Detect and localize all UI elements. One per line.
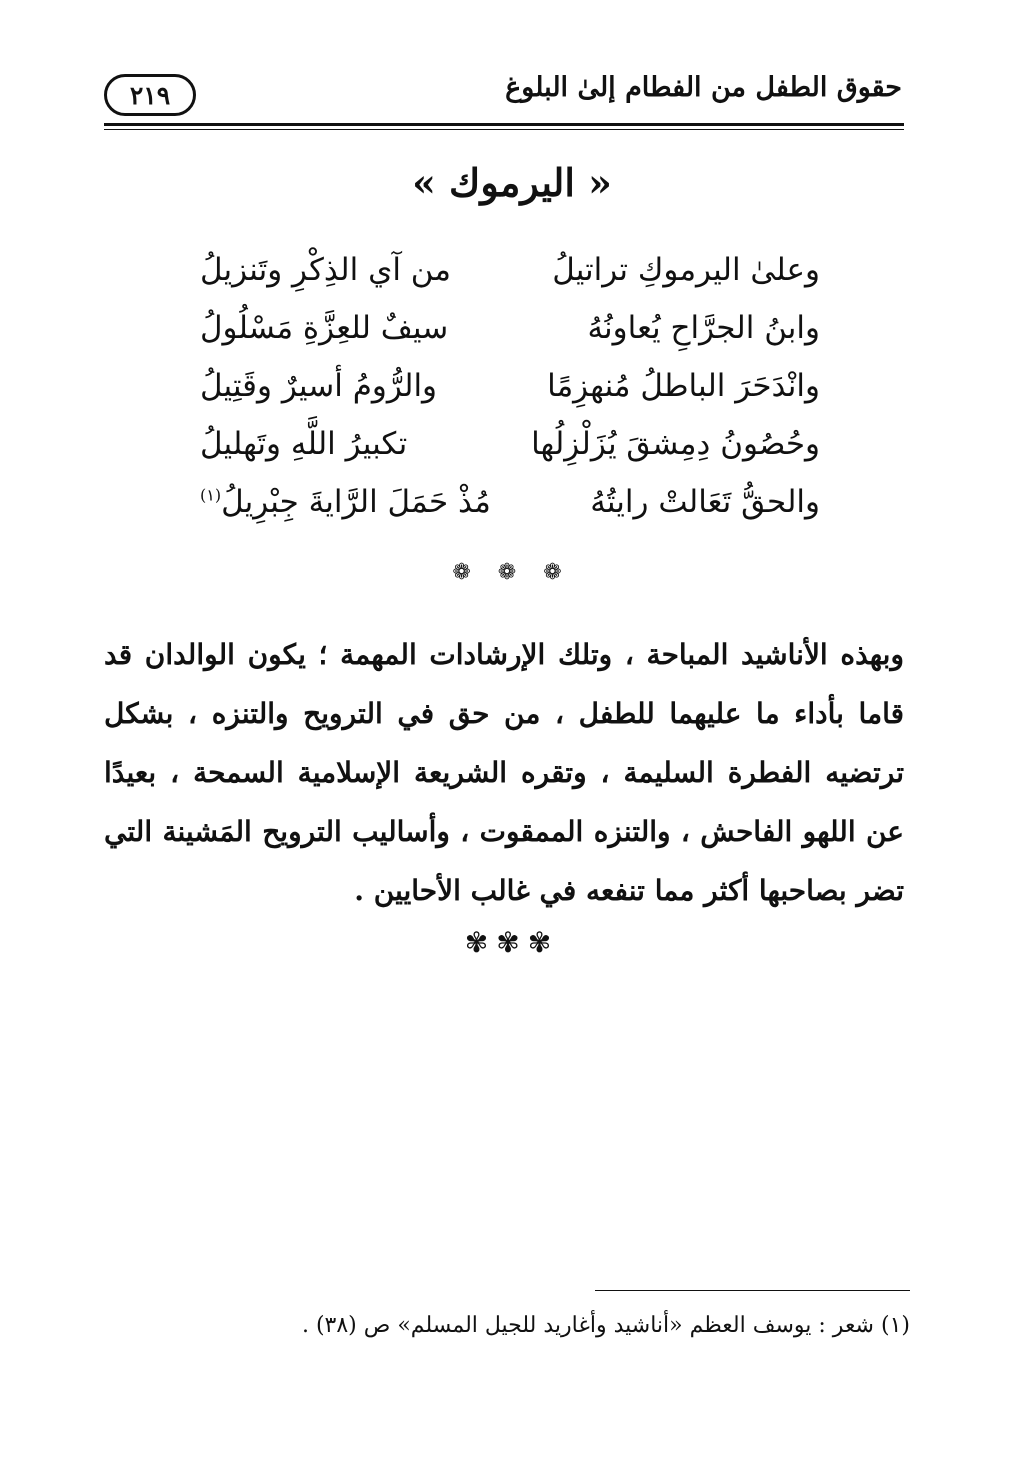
verse-row: [200, 484, 820, 542]
verse-first-hemistich: وحُصُونُ دِمِشقَ يُزَلْزِلُها: [531, 426, 820, 462]
footnote-text: (١) شعر : يوسف العظم «أناشيد وأغاريد للجيل المسلم» ص (٣٨) .: [301, 1313, 910, 1338]
verse-second-hemistich: تكبيرُ اللَّهِ وتَهليلُ: [200, 426, 408, 462]
page-number-badge: ٢١٩: [104, 74, 196, 116]
section-separator-stars: ❁ ❁ ❁: [452, 560, 572, 585]
verse-second-hemistich: مُذْ حَمَلَ الرَّايةَ جِبْرِيلُ: [221, 484, 491, 520]
verse-second-hemistich-with-note: [200, 484, 491, 542]
footnote-rule: [595, 1290, 910, 1291]
end-ornament-icon: ✾✾✾: [464, 926, 560, 959]
verse-row: [200, 426, 820, 484]
verse-first-hemistich: وانْدَحَرَ الباطلُ مُنهزِمًا: [547, 368, 820, 404]
header-rule-thick: [104, 123, 904, 126]
verse-first-hemistich: وابنُ الجرَّاحِ يُعاونُهُ: [587, 310, 820, 346]
poem-verses: [200, 252, 820, 542]
body-paragraph: وبهذه الأناشيد المباحة ، وتلك الإرشادات المهمة ؛ يكون الوالدان قد قاما بأداء ما عليهما للطفل ، من حق في الترويح والتنزه ، بشكل ترتضيه الفطرة السليمة ، وتقره الشريعة الإسلامية السمحة ، بعيدًا عن اللهو الفاحش ، والتنزه الممقوت ، وأساليب الترويح المَشينة التي تضر بصاحبها أكثر مما تنفعه في غالب الأحايين .: [104, 638, 904, 907]
verse-row: [200, 252, 820, 310]
verse-second-hemistich: سيفٌ للعِزَّةِ مَسْلُولُ: [200, 310, 449, 346]
verse-first-hemistich: والحقُّ تَعَالتْ رايتُهُ: [590, 484, 820, 520]
verse-second-hemistich: من آي الذِكْرِ وتَنزيلُ: [200, 252, 451, 288]
running-header-title: حقوق الطفل من الفطام إلىٰ البلوغ: [505, 72, 902, 103]
verse-row: [200, 368, 820, 426]
header-rule-thin: [104, 129, 904, 130]
footnote-marker: (١): [200, 485, 222, 505]
verse-first-hemistich: وعلىٰ اليرموكِ تراتيلُ: [552, 252, 820, 288]
verse-row: [200, 310, 820, 368]
verse-second-hemistich: والرُّومُ أسيرٌ وقَتِيلُ: [200, 368, 438, 404]
poem-title: « اليرموك »: [412, 160, 612, 205]
